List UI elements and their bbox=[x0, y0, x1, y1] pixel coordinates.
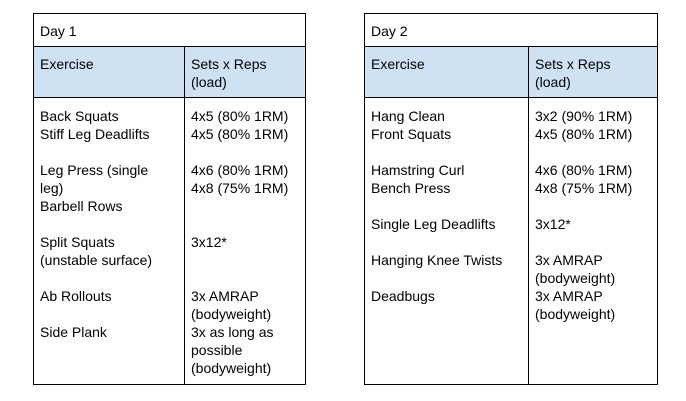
sets-reps-line: 3x2 (90% 1RM) bbox=[535, 108, 633, 124]
exercise-line: Ab Rollouts bbox=[40, 288, 112, 304]
sets-reps-line: 3x AMRAP bbox=[535, 288, 603, 304]
exercise-line bbox=[40, 143, 184, 161]
day1-sets-header bbox=[185, 47, 306, 98]
exercise-line: Front Squats bbox=[371, 126, 452, 142]
exercise-line: Single Leg Deadlifts bbox=[371, 216, 496, 232]
day1-sets-list bbox=[185, 98, 306, 385]
day1-title: Day 1 bbox=[34, 14, 306, 47]
sets-reps-line: 3x AMRAP bbox=[191, 288, 259, 304]
sets-reps-line: 4x6 (80% 1RM) bbox=[191, 162, 289, 178]
sets-reps-line: 3x AMRAP bbox=[535, 252, 603, 268]
day1-table bbox=[33, 13, 306, 385]
exercise-line: Hang Clean bbox=[371, 108, 445, 124]
exercise-line: Side Plank bbox=[40, 324, 107, 340]
exercise-line: Barbell Rows bbox=[40, 198, 123, 214]
exercise-line: Deadbugs bbox=[371, 288, 435, 304]
load-header-label: (load) bbox=[191, 74, 227, 90]
day1-exercise-header bbox=[34, 47, 185, 98]
day2-title: Day 2 bbox=[365, 14, 658, 47]
sets-reps-line: (bodyweight) bbox=[535, 306, 616, 322]
sets-reps-line: 4x5 (80% 1RM) bbox=[535, 126, 633, 142]
sets-reps-line: 3x12* bbox=[191, 234, 227, 250]
exercise-line bbox=[371, 197, 528, 215]
sets-reps-line: (bodyweight) bbox=[535, 270, 616, 286]
exercise-line: Back Squats bbox=[40, 108, 119, 124]
load-header-label: (load) bbox=[535, 74, 571, 90]
day2-exercise-header bbox=[365, 47, 529, 98]
sets-reps-line bbox=[535, 197, 657, 215]
day2-exercise-list bbox=[365, 98, 529, 385]
day1-exercise-list bbox=[34, 98, 185, 385]
exercise-line bbox=[371, 269, 528, 287]
sets-reps-line bbox=[191, 215, 305, 233]
sets-reps-line: 4x5 (80% 1RM) bbox=[191, 108, 289, 124]
exercise-line bbox=[40, 269, 184, 287]
exercise-line: Leg Press (single bbox=[40, 162, 149, 178]
exercise-line bbox=[371, 143, 528, 161]
exercise-line: Hanging Knee Twists bbox=[371, 252, 503, 268]
sets-reps-line: (bodyweight) bbox=[191, 306, 272, 322]
sets-reps-line bbox=[535, 233, 657, 251]
sets-reps-line bbox=[191, 197, 305, 215]
day2-sets-header bbox=[529, 47, 658, 98]
sets-reps-line: 3x as long as bbox=[191, 324, 274, 340]
exercise-line bbox=[371, 233, 528, 251]
exercise-line: Bench Press bbox=[371, 180, 451, 196]
exercise-header-label: Exercise bbox=[371, 56, 425, 72]
exercise-line: Split Squats bbox=[40, 234, 115, 250]
sets-reps-line bbox=[535, 143, 657, 161]
sets-reps-line bbox=[191, 269, 305, 287]
exercise-line bbox=[40, 305, 184, 323]
sets-reps-line bbox=[191, 143, 305, 161]
exercise-line: Hamstring Curl bbox=[371, 162, 465, 178]
day2-table bbox=[364, 13, 658, 385]
exercise-line: leg) bbox=[40, 180, 64, 196]
exercise-line: (unstable surface) bbox=[40, 252, 153, 268]
sets-reps-line: 4x6 (80% 1RM) bbox=[535, 162, 633, 178]
sets-header-label: Sets x Reps bbox=[535, 56, 611, 72]
exercise-line: Stiff Leg Deadlifts bbox=[40, 126, 150, 142]
sets-header-label: Sets x Reps bbox=[191, 56, 267, 72]
sets-reps-line: 4x8 (75% 1RM) bbox=[535, 180, 633, 196]
sets-reps-line bbox=[191, 251, 305, 269]
sets-reps-line: possible bbox=[191, 342, 243, 358]
exercise-line bbox=[40, 215, 184, 233]
exercise-header-label: Exercise bbox=[40, 56, 94, 72]
day2-sets-list bbox=[529, 98, 658, 385]
sets-reps-line: 3x12* bbox=[535, 216, 571, 232]
sets-reps-line: 4x5 (80% 1RM) bbox=[191, 126, 289, 142]
sets-reps-line: 4x8 (75% 1RM) bbox=[191, 180, 289, 196]
sets-reps-line: (bodyweight) bbox=[191, 360, 272, 376]
